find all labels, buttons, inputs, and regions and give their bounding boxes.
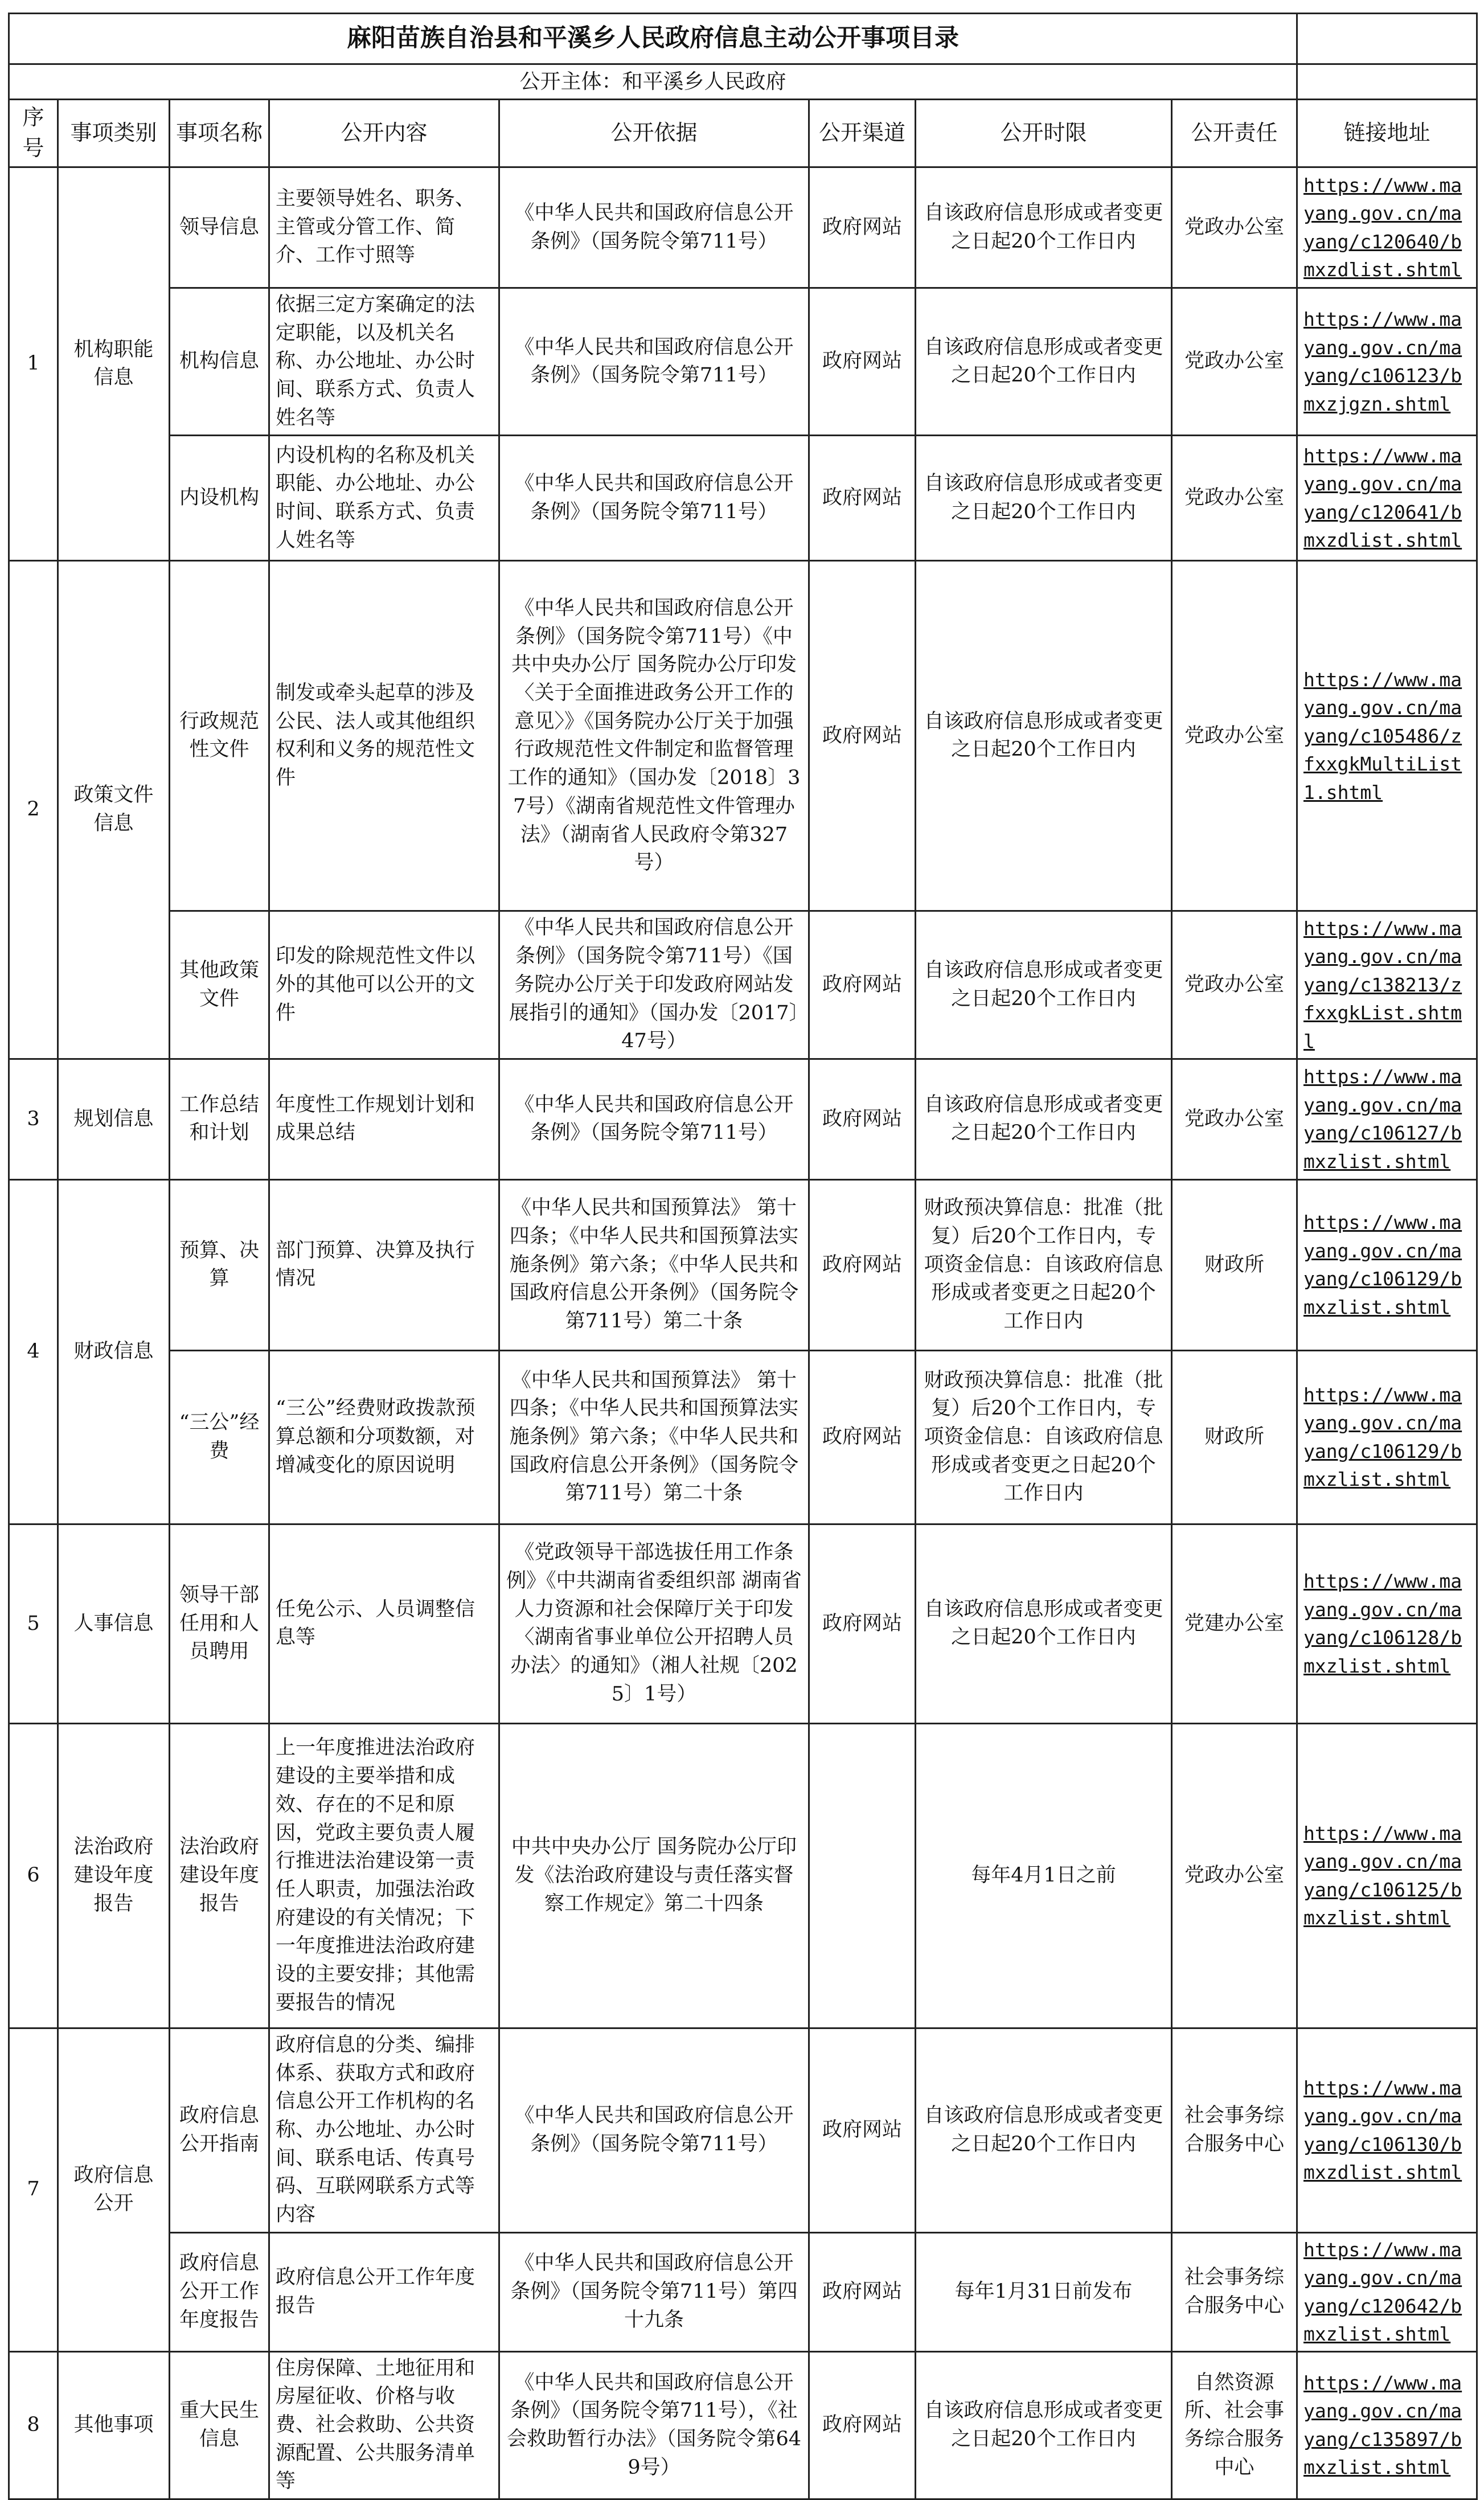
item-link-cell[interactable] xyxy=(1297,1059,1477,1179)
item-time-limit: 自该政府信息形成或者变更之日起20个工作日内 xyxy=(916,1059,1172,1179)
row-number: 2 xyxy=(9,561,58,1059)
table-row xyxy=(9,1350,1477,1524)
header-item-name: 事项名称 xyxy=(170,100,269,167)
item-responsibility: 财政所 xyxy=(1172,1179,1297,1350)
item-basis: 《中华人民共和国政府信息公开条例》（国务院令第711号） xyxy=(499,288,809,436)
header-link: 链接地址 xyxy=(1297,100,1477,167)
item-name: “三公”经费 xyxy=(170,1350,269,1524)
item-name: 机构信息 xyxy=(170,288,269,436)
item-link[interactable]: https://www.mayang.gov.cn/mayang/c138213/zfxxgkList.shtml xyxy=(1303,917,1462,1052)
item-channel: 政府网站 xyxy=(809,2232,916,2351)
item-name: 内设机构 xyxy=(170,436,269,561)
row-number: 8 xyxy=(9,2351,58,2499)
item-category: 财政信息 xyxy=(58,1179,170,1524)
item-link-cell[interactable] xyxy=(1297,436,1477,561)
item-channel xyxy=(809,1723,916,2028)
item-link-cell[interactable] xyxy=(1297,288,1477,436)
item-name: 预算、决算 xyxy=(170,1179,269,1350)
header-basis: 公开依据 xyxy=(499,100,809,167)
table-row xyxy=(9,2028,1477,2232)
item-channel: 政府网站 xyxy=(809,436,916,561)
item-link[interactable]: https://www.mayang.gov.cn/mayang/c120640/bmxzdlist.shtml xyxy=(1303,174,1462,281)
table-row xyxy=(9,2232,1477,2351)
table-row xyxy=(9,1179,1477,1350)
subtitle-blank-cell xyxy=(1297,64,1477,100)
item-basis: 《中华人民共和国政府信息公开条例》（国务院令第711号） xyxy=(499,436,809,561)
item-content: 年度性工作规划计划和成果总结 xyxy=(269,1059,499,1179)
item-link[interactable]: https://www.mayang.gov.cn/mayang/c106128/bmxzlist.shtml xyxy=(1303,1570,1462,1677)
item-link-cell[interactable] xyxy=(1297,1179,1477,1350)
item-basis: 《中华人民共和国政府信息公开条例》（国务院令第711号）《国务院办公厅关于印发政府网站发展指引的通知》（国办发〔2017〕47号） xyxy=(499,911,809,1059)
item-name: 领导干部任用和人员聘用 xyxy=(170,1524,269,1723)
item-channel: 政府网站 xyxy=(809,2351,916,2499)
item-basis: 《中华人民共和国政府信息公开条例》（国务院令第711号） xyxy=(499,167,809,288)
item-time-limit: 自该政府信息形成或者变更之日起20个工作日内 xyxy=(916,561,1172,911)
item-link[interactable]: https://www.mayang.gov.cn/mayang/c106130/bmxzdlist.shtml xyxy=(1303,2076,1462,2184)
item-time-limit: 每年1月31日前发布 xyxy=(916,2232,1172,2351)
publisher-subtitle: 公开主体：和平溪乡人民政府 xyxy=(9,64,1297,100)
table-row xyxy=(9,1723,1477,2028)
item-time-limit: 财政预决算信息：批准（批复）后20个工作日内，专项资金信息：自该政府信息形成或者变更之日起20个工作日内 xyxy=(916,1179,1172,1350)
item-responsibility: 党政办公室 xyxy=(1172,1059,1297,1179)
table-row xyxy=(9,2351,1477,2499)
title-row xyxy=(9,14,1477,64)
item-basis: 《中华人民共和国政府信息公开条例》（国务院令第711号） xyxy=(499,1059,809,1179)
item-responsibility: 党政办公室 xyxy=(1172,561,1297,911)
item-name: 政府信息公开指南 xyxy=(170,2028,269,2232)
header-time-limit: 公开时限 xyxy=(916,100,1172,167)
item-responsibility: 党政办公室 xyxy=(1172,436,1297,561)
item-channel: 政府网站 xyxy=(809,167,916,288)
item-link[interactable]: https://www.mayang.gov.cn/mayang/c106123/bmxzjgzn.shtml xyxy=(1303,308,1462,415)
item-responsibility: 党政办公室 xyxy=(1172,911,1297,1059)
item-channel: 政府网站 xyxy=(809,288,916,436)
header-content: 公开内容 xyxy=(269,100,499,167)
item-responsibility: 党政办公室 xyxy=(1172,167,1297,288)
item-channel: 政府网站 xyxy=(809,911,916,1059)
item-name: 政府信息公开工作年度报告 xyxy=(170,2232,269,2351)
item-time-limit: 自该政府信息形成或者变更之日起20个工作日内 xyxy=(916,1524,1172,1723)
item-time-limit: 自该政府信息形成或者变更之日起20个工作日内 xyxy=(916,911,1172,1059)
item-channel: 政府网站 xyxy=(809,1179,916,1350)
item-category: 人事信息 xyxy=(58,1524,170,1723)
item-link-cell[interactable] xyxy=(1297,167,1477,288)
item-link[interactable]: https://www.mayang.gov.cn/mayang/c105486/zfxxgkMultiList1.shtml xyxy=(1303,668,1462,804)
item-basis: 《中华人民共和国预算法》 第十四条；《中华人民共和国预算法实施条例》第六条；《中华人民共和国政府信息公开条例》（国务院令第711号）第二十条 xyxy=(499,1179,809,1350)
item-responsibility: 财政所 xyxy=(1172,1350,1297,1524)
item-basis: 《中华人民共和国预算法》 第十四条；《中华人民共和国预算法实施条例》第六条；《中华人民共和国政府信息公开条例》（国务院令第711号）第二十条 xyxy=(499,1350,809,1524)
table-row xyxy=(9,1059,1477,1179)
item-name: 领导信息 xyxy=(170,167,269,288)
catalog-table xyxy=(8,13,1478,2500)
item-content: 内设机构的名称及机关职能、办公地址、办公时间、联系方式、负责人姓名等 xyxy=(269,436,499,561)
item-name: 行政规范性文件 xyxy=(170,561,269,911)
item-link[interactable]: https://www.mayang.gov.cn/mayang/c120642/bmxzlist.shtml xyxy=(1303,2238,1462,2346)
item-content: 印发的除规范性文件以外的其他可以公开的文件 xyxy=(269,911,499,1059)
item-content: “三公”经费财政拨款预算总额和分项数额，对增减变化的原因说明 xyxy=(269,1350,499,1524)
item-link-cell[interactable] xyxy=(1297,2028,1477,2232)
item-basis: 《中华人民共和国政府信息公开条例》（国务院令第711号）第四十九条 xyxy=(499,2232,809,2351)
item-channel: 政府网站 xyxy=(809,561,916,911)
item-content: 政府信息公开工作年度报告 xyxy=(269,2232,499,2351)
item-basis: 《中华人民共和国政府信息公开条例》（国务院令第711号），《社会救助暂行办法》（国务院令第649号） xyxy=(499,2351,809,2499)
item-link[interactable]: https://www.mayang.gov.cn/mayang/c106129/bmxzlist.shtml xyxy=(1303,1383,1462,1491)
item-responsibility: 党建办公室 xyxy=(1172,1524,1297,1723)
item-basis: 《中华人民共和国政府信息公开条例》（国务院令第711号）《中共中央办公厅 国务院办公厅印发〈关于全面推进政务公开工作的意见〉》《国务院办公厅关于加强行政规范性文件制定和监督管理工作的通知》（国办发〔2018〕37号）《湖南省规范性文件管理办法》（湖南省人民政府令第327号） xyxy=(499,561,809,911)
item-link[interactable]: https://www.mayang.gov.cn/mayang/c120641/bmxzdlist.shtml xyxy=(1303,444,1462,552)
item-basis: 《党政领导干部选拔任用工作条例》《中共湖南省委组织部 湖南省人力资源和社会保障厅关于印发〈湖南省事业单位公开招聘人员办法〉的通知》（湘人社规〔2025〕1号） xyxy=(499,1524,809,1723)
item-responsibility: 党政办公室 xyxy=(1172,1723,1297,2028)
item-category: 规划信息 xyxy=(58,1059,170,1179)
item-content: 主要领导姓名、职务、主管或分管工作、简介、工作寸照等 xyxy=(269,167,499,288)
item-category: 政策文件信息 xyxy=(58,561,170,1059)
table-row xyxy=(9,1524,1477,1723)
item-time-limit: 自该政府信息形成或者变更之日起20个工作日内 xyxy=(916,167,1172,288)
table-row xyxy=(9,288,1477,436)
item-time-limit: 每年4月1日之前 xyxy=(916,1723,1172,2028)
row-number: 3 xyxy=(9,1059,58,1179)
header-row xyxy=(9,100,1477,167)
row-number: 1 xyxy=(9,167,58,561)
item-responsibility: 党政办公室 xyxy=(1172,288,1297,436)
table-row xyxy=(9,167,1477,288)
item-link[interactable]: https://www.mayang.gov.cn/mayang/c106125/bmxzlist.shtml xyxy=(1303,1822,1462,1929)
item-channel: 政府网站 xyxy=(809,1350,916,1524)
catalog-sheet xyxy=(8,13,1476,2500)
row-number: 6 xyxy=(9,1723,58,2028)
table-row xyxy=(9,911,1477,1059)
item-time-limit: 自该政府信息形成或者变更之日起20个工作日内 xyxy=(916,436,1172,561)
item-channel: 政府网站 xyxy=(809,1059,916,1179)
item-category: 机构职能信息 xyxy=(58,167,170,561)
page-title: 麻阳苗族自治县和平溪乡人民政府信息主动公开事项目录 xyxy=(9,14,1297,64)
item-time-limit: 自该政府信息形成或者变更之日起20个工作日内 xyxy=(916,288,1172,436)
item-responsibility: 社会事务综合服务中心 xyxy=(1172,2232,1297,2351)
item-name: 其他政策文件 xyxy=(170,911,269,1059)
subtitle-row xyxy=(9,64,1477,100)
item-time-limit: 财政预决算信息：批准（批复）后20个工作日内，专项资金信息：自该政府信息形成或者变更之日起20个工作日内 xyxy=(916,1350,1172,1524)
table-row xyxy=(9,436,1477,561)
item-link-cell[interactable] xyxy=(1297,2351,1477,2499)
item-content: 任免公示、人员调整信息等 xyxy=(269,1524,499,1723)
item-category: 法治政府建设年度报告 xyxy=(58,1723,170,2028)
header-category: 事项类别 xyxy=(58,100,170,167)
item-content: 依据三定方案确定的法定职能，以及机关名称、办公地址、办公时间、联系方式、负责人姓名等 xyxy=(269,288,499,436)
item-basis: 中共中央办公厅 国务院办公厅印发《法治政府建设与责任落实督察工作规定》第二十四条 xyxy=(499,1723,809,2028)
item-category: 政府信息公开 xyxy=(58,2028,170,2351)
item-basis: 《中华人民共和国政府信息公开条例》（国务院令第711号） xyxy=(499,2028,809,2232)
item-responsibility: 自然资源所、社会事务综合服务中心 xyxy=(1172,2351,1297,2499)
item-link[interactable]: https://www.mayang.gov.cn/mayang/c135897/bmxzlist.shtml xyxy=(1303,2371,1462,2479)
item-link-cell[interactable] xyxy=(1297,1524,1477,1723)
item-content: 上一年度推进法治政府建设的主要举措和成效、存在的不足和原因，党政主要负责人履行推进法治建设第一责任人职责，加强法治政府建设的有关情况；下一年度推进法治政府建设的主要安排；其他需要报告的情况 xyxy=(269,1723,499,2028)
row-number: 7 xyxy=(9,2028,58,2351)
item-content: 制发或牵头起草的涉及公民、法人或其他组织权利和义务的规范性文件 xyxy=(269,561,499,911)
row-number: 5 xyxy=(9,1524,58,1723)
table-row xyxy=(9,561,1477,911)
item-content: 部门预算、决算及执行情况 xyxy=(269,1179,499,1350)
item-link-cell[interactable] xyxy=(1297,1723,1477,2028)
item-channel: 政府网站 xyxy=(809,2028,916,2232)
item-link-cell[interactable] xyxy=(1297,561,1477,911)
item-content: 住房保障、土地征用和房屋征收、价格与收费、社会救助、公共资源配置、公共服务清单等 xyxy=(269,2351,499,2499)
row-number: 4 xyxy=(9,1179,58,1524)
title-blank-cell xyxy=(1297,14,1477,64)
item-name: 重大民生信息 xyxy=(170,2351,269,2499)
catalog-rows xyxy=(9,167,1477,2499)
item-link[interactable]: https://www.mayang.gov.cn/mayang/c106127/bmxzlist.shtml xyxy=(1303,1065,1462,1173)
item-link[interactable]: https://www.mayang.gov.cn/mayang/c106129/bmxzlist.shtml xyxy=(1303,1211,1462,1318)
header-no: 序号 xyxy=(9,100,58,167)
header-channel: 公开渠道 xyxy=(809,100,916,167)
item-content: 政府信息的分类、编排体系、获取方式和政府信息公开工作机构的名称、办公地址、办公时间、联系电话、传真号码、互联网联系方式等内容 xyxy=(269,2028,499,2232)
item-link-cell[interactable] xyxy=(1297,911,1477,1059)
item-name: 工作总结和计划 xyxy=(170,1059,269,1179)
item-time-limit: 自该政府信息形成或者变更之日起20个工作日内 xyxy=(916,2028,1172,2232)
item-link-cell[interactable] xyxy=(1297,2232,1477,2351)
item-channel: 政府网站 xyxy=(809,1524,916,1723)
item-category: 其他事项 xyxy=(58,2351,170,2499)
item-responsibility: 社会事务综合服务中心 xyxy=(1172,2028,1297,2232)
item-time-limit: 自该政府信息形成或者变更之日起20个工作日内 xyxy=(916,2351,1172,2499)
item-link-cell[interactable] xyxy=(1297,1350,1477,1524)
item-name: 法治政府建设年度报告 xyxy=(170,1723,269,2028)
header-responsibility: 公开责任 xyxy=(1172,100,1297,167)
